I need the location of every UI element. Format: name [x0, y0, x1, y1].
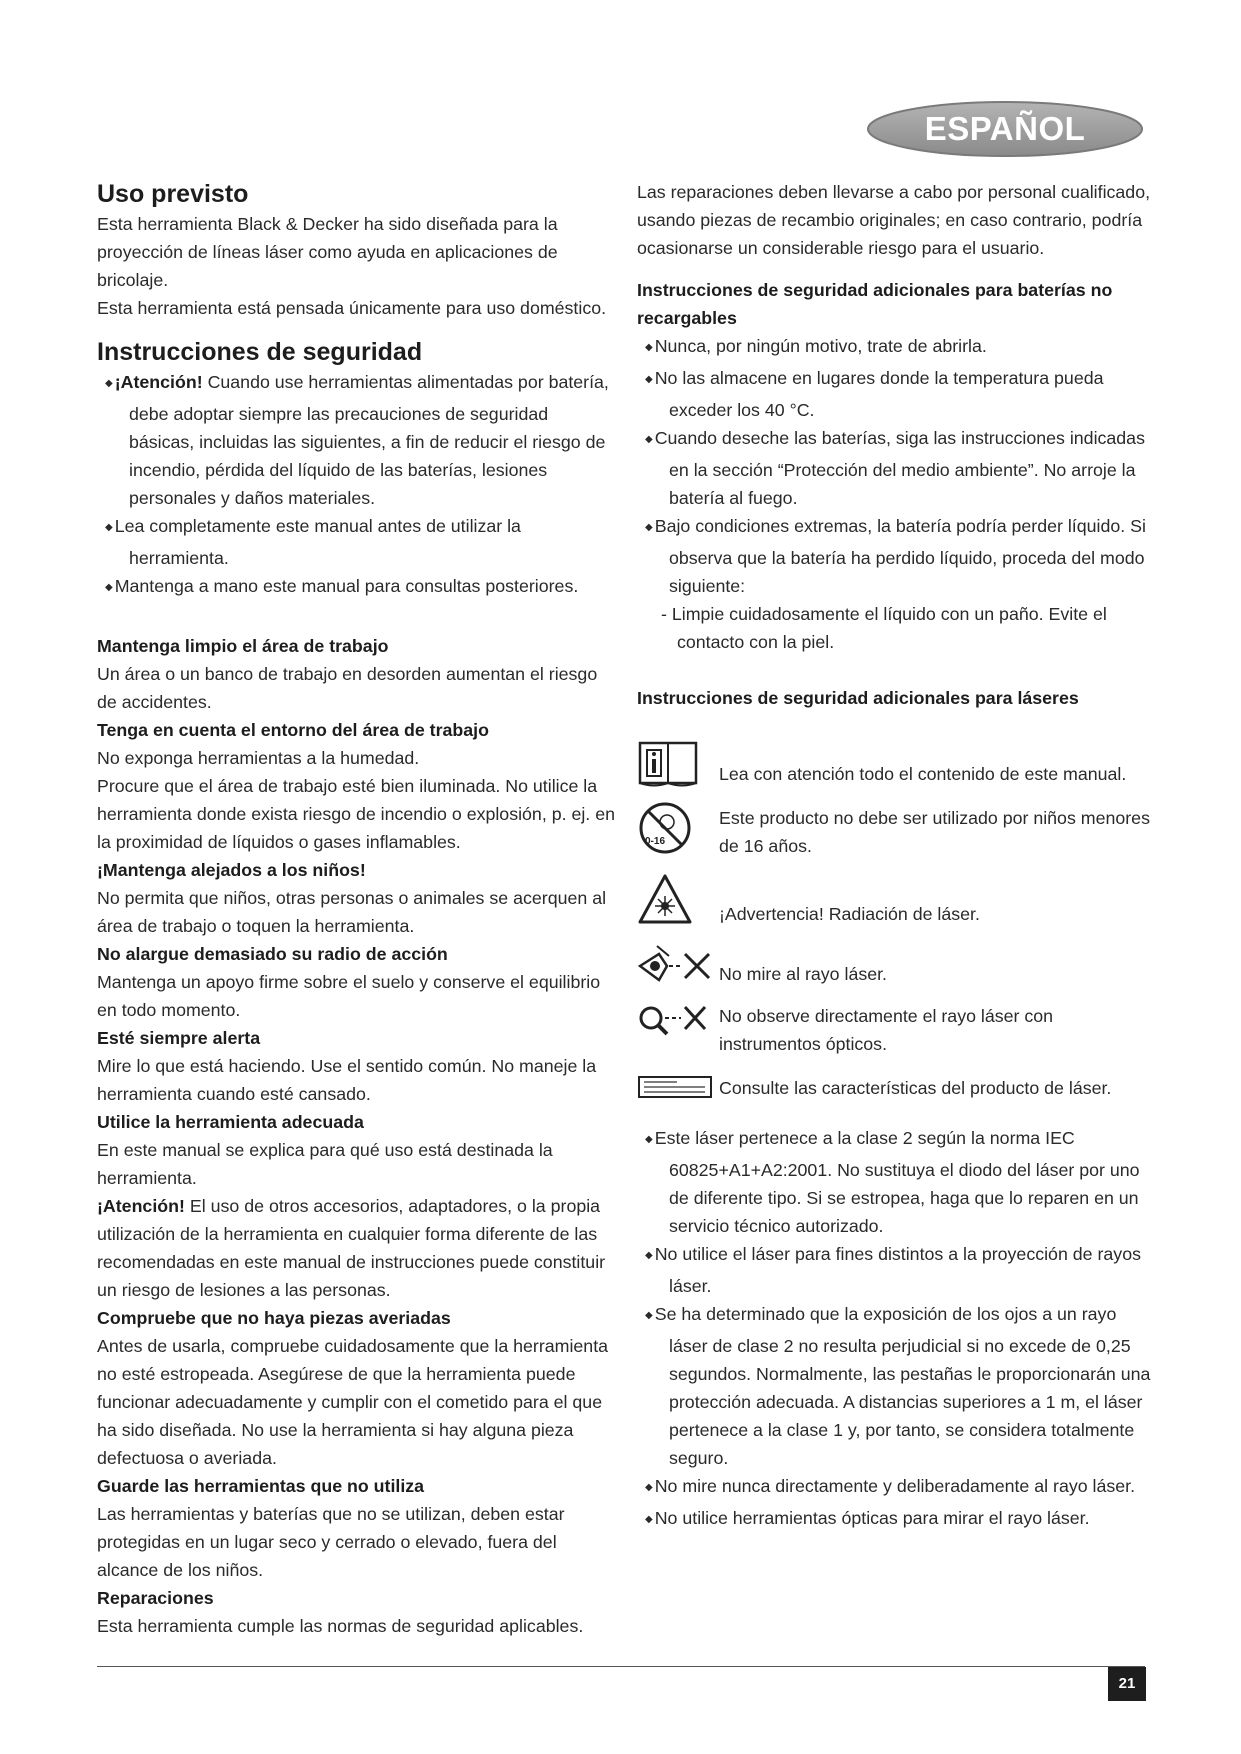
baterias-dash: - Limpie cuidadosamente el líquido con un paño. Evite el contacto con la piel. — [661, 604, 1107, 652]
symbol-row-label — [637, 1074, 1157, 1102]
area-heading: Mantenga limpio el área de trabajo — [97, 636, 389, 656]
no-optics-magnifier-icon — [637, 1002, 719, 1042]
alerta-heading: Esté siempre alerta — [97, 1028, 261, 1048]
product-label-icon — [637, 1074, 719, 1100]
ninos-heading: ¡Mantenga alejados a los niños! — [97, 860, 366, 880]
adecuada-text-2-body: El uso de otros accesorios, adaptadores, o la propia utilización de la herramienta en cualquier forma diferente de las recomendadas en este manual de instrucciones puede constituir un riesgo de lesiones a las personas. — [97, 1196, 606, 1300]
symbol-text-no-optics: No observe directamente el rayo láser con instrumentos ópticos. — [719, 1006, 1054, 1054]
symbol-text-no-stare: No mire al rayo láser. — [719, 964, 887, 984]
adecuada-text-1: En este manual se explica para qué uso está destinada la herramienta. — [97, 1140, 553, 1188]
symbol-row-no-stare — [637, 942, 1157, 992]
baterias-heading: Instrucciones de seguridad adicionales para baterías no recargables — [637, 280, 1113, 328]
area-text: Un área o un banco de trabajo en desorden aumentan el riesgo de accidentes. — [97, 664, 598, 712]
no-children-icon-label: 0-16 — [645, 836, 666, 847]
guarde-text: Las herramientas y baterías que no se utilizan, deben estar protegidas en un lugar seco y cerrado o elevado, fuera del alcance de los niños. — [97, 1504, 565, 1580]
laser-bullet-1: ◆ Este láser pertenece a la clase 2 según la norma IEC 60825+A1+A2:2001. No sustituya el diodo del láser por uno de diferente tipo. Si se estropea, haga que lo reparen en un servicio técnico autorizado. — [637, 1124, 1157, 1240]
atencion-label-2: ¡Atención! — [97, 1196, 185, 1216]
baterias-bullet-1: ◆ Nunca, por ningún motivo, trate de abrirla. — [637, 332, 1157, 364]
alerta-text: Mire lo que está haciendo. Use el sentido común. No maneje la herramienta cuando esté cansado. — [97, 1056, 597, 1104]
baterias-bullet-3: ◆ Cuando deseche las baterías, siga las instrucciones indicadas en la sección “Protección del medio ambiente”. No arroje la batería al fuego. — [637, 424, 1157, 512]
left-column — [97, 178, 617, 1640]
manual-book-icon — [637, 740, 719, 790]
guarde-heading: Guarde las herramientas que no utiliza — [97, 1476, 425, 1496]
symbol-row-manual — [637, 740, 1157, 790]
uso-previsto-domestic: Esta herramienta está pensada únicamente para uso doméstico. — [97, 298, 607, 318]
seguridad-title: Instrucciones de seguridad — [97, 338, 423, 366]
ninos-text: No permita que niños, otras personas o animales se acerquen al área de trabajo o toquen la herramienta. — [97, 888, 607, 936]
symbol-text-radiation: ¡Advertencia! Radiación de láser. — [719, 904, 980, 924]
entorno-text-1: No exponga herramientas a la humedad. — [97, 748, 420, 768]
symbol-row-radiation — [637, 872, 1157, 928]
laser-bullet-5: ◆ No utilice herramientas ópticas para mirar el rayo láser. — [637, 1504, 1157, 1536]
no-children-icon — [637, 800, 719, 856]
entorno-text-2: Procure que el área de trabajo esté bien iluminada. No utilice la herramienta donde exista riesgo de incendio o explosión, p. ej. en la proximidad de líquidos o gases inflamables. — [97, 776, 615, 852]
symbol-text-manual: Lea con atención todo el contenido de este manual. — [719, 764, 1127, 784]
symbol-row-children — [637, 800, 1157, 860]
entorno-heading: Tenga en cuenta el entorno del área de trabajo — [97, 720, 489, 740]
seguridad-bullet-1-text: Cuando use herramientas alimentadas por batería, debe adoptar siempre las precauciones de seguridad básicas, incluidas las siguientes, a fin de reducir el riesgo de incendio, pérdida del líquido de las baterías, lesiones personales y daños materiales. — [129, 372, 609, 508]
seguridad-bullet-3: ◆ Mantenga a mano este manual para consultas posteriores. — [97, 572, 617, 604]
page-number: 21 — [1108, 1667, 1146, 1701]
laser-bullet-4: ◆ No mire nunca directamente y deliberadamente al rayo láser. — [637, 1472, 1157, 1504]
uso-previsto-title: Uso previsto — [97, 180, 249, 208]
language-badge — [865, 100, 1145, 158]
symbol-text-children: Este producto no debe ser utilizado por niños menores de 16 años. — [719, 808, 1150, 856]
symbol-row-no-optics — [637, 1002, 1157, 1058]
atencion-label: ¡Atención! — [114, 372, 203, 392]
averiadas-heading: Compruebe que no haya piezas averiadas — [97, 1308, 451, 1328]
symbol-text-label: Consulte las características del producto de láser. — [719, 1078, 1112, 1098]
reparaciones-heading: Reparaciones — [97, 1588, 214, 1608]
radio-text: Mantenga un apoyo firme sobre el suelo y conserve el equilibrio en todo momento. — [97, 972, 601, 1020]
uso-previsto-text: Esta herramienta Black & Decker ha sido diseñada para la proyección de líneas láser como ayuda en aplicaciones de bricolaje. — [97, 214, 558, 290]
baterias-bullet-2: ◆ No las almacene en lugares donde la temperatura pueda exceder los 40 °C. — [637, 364, 1157, 424]
laser-bullet-2: ◆ No utilice el láser para fines distintos a la proyección de rayos láser. — [637, 1240, 1157, 1300]
baterias-bullet-4: ◆ Bajo condiciones extremas, la batería podría perder líquido. Si observa que la batería ha perdido líquido, proceda del modo siguiente: — [637, 512, 1157, 600]
reparaciones-text: Esta herramienta cumple las normas de seguridad aplicables. — [97, 1616, 584, 1636]
laser-bullet-3: ◆ Se ha determinado que la exposición de los ojos a un rayo láser de clase 2 no resulta perjudicial si no excede de 0,25 segundos. Normalmente, las pestañas le proporcionarán una protección adecuada. A distancias superiores a 1 m, el láser pertenece a la clase 1 y, por tanto, se considera totalmente seguro. — [637, 1300, 1157, 1472]
laser-warning-icon — [637, 872, 719, 928]
seguridad-bullet-1 — [97, 368, 617, 512]
adecuada-text-2 — [97, 1192, 617, 1304]
language-label: ESPAÑOL — [924, 110, 1086, 147]
no-stare-eye-icon — [637, 942, 719, 992]
laseres-heading: Instrucciones de seguridad adicionales para láseres — [637, 688, 1079, 708]
reparaciones-cont: Las reparaciones deben llevarse a cabo por personal cualificado, usando piezas de recambio originales; en caso contrario, podría ocasionarse un considerable riesgo para el usuario. — [637, 182, 1151, 258]
seguridad-bullet-2: ◆ Lea completamente este manual antes de utilizar la herramienta. — [97, 512, 617, 572]
adecuada-heading: Utilice la herramienta adecuada — [97, 1112, 364, 1132]
footer-rule — [97, 1666, 1145, 1667]
radio-heading: No alargue demasiado su radio de acción — [97, 944, 448, 964]
right-column — [637, 178, 1157, 1536]
averiadas-text: Antes de usarla, compruebe cuidadosamente que la herramienta no esté estropeada. Asegúrese de que la herramienta puede funcionar adecuadamente y cumplir con el cometido para el que ha sido diseñada. No use la herramienta si hay alguna pieza defectuosa o averiada. — [97, 1336, 609, 1468]
